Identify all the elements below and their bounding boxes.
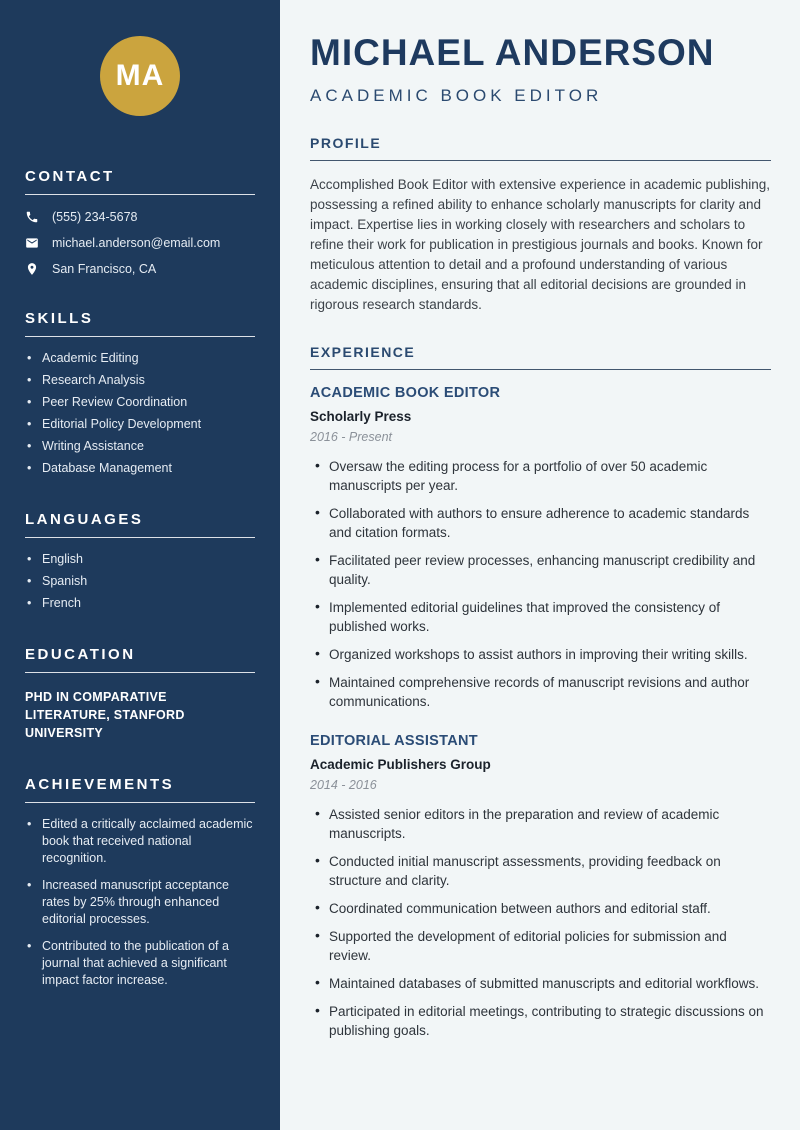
job-bullet-item: • Oversaw the editing process for a portfolio of over 50 academic manuscripts per year. — [310, 457, 771, 495]
contact-location-text: San Francisco, CA — [52, 262, 157, 276]
skill-item: • Editorial Policy Development — [25, 416, 255, 433]
skill-item: • Peer Review Coordination — [25, 394, 255, 411]
job-company: Scholarly Press — [310, 409, 412, 424]
job-role: ACADEMIC BOOK EDITOR — [310, 385, 501, 401]
profile-section-title: PROFILE — [310, 135, 771, 161]
job-bullets-list — [310, 457, 771, 711]
person-job-title: ACADEMIC BOOK EDITOR — [310, 86, 603, 105]
job-bullet-item: • Supported the development of editorial policies for submission and review. — [310, 927, 771, 965]
sidebar — [0, 0, 280, 1130]
languages-section-title: LANGUAGES — [25, 511, 255, 538]
achievements-section-title: ACHIEVEMENTS — [25, 776, 255, 803]
skill-item: • Research Analysis — [25, 372, 255, 389]
job-bullet-item: • Assisted senior editors in the preparation and review of academic manuscripts. — [310, 805, 771, 843]
education-section — [25, 646, 255, 742]
languages-list — [25, 551, 255, 612]
job-bullet-item: • Participated in editorial meetings, contributing to strategic discussions on publishing goals. — [310, 1002, 771, 1040]
contact-section-title: CONTACT — [25, 168, 255, 195]
contact-section — [25, 168, 255, 276]
avatar-initials: MA — [115, 59, 165, 92]
skill-item: • Academic Editing — [25, 350, 255, 367]
contact-phone-row — [25, 210, 255, 224]
achievements-list — [25, 816, 255, 989]
education-section-title: EDUCATION — [25, 646, 255, 673]
skills-section-title: SKILLS — [25, 310, 255, 337]
person-name: MICHAEL ANDERSON — [310, 32, 715, 73]
achievements-section — [25, 776, 255, 989]
achievement-item: • Increased manuscript acceptance rates by 25% through enhanced editorial processes. — [25, 877, 255, 928]
contact-rows — [25, 210, 255, 276]
email-icon — [25, 236, 39, 250]
skill-item: • Writing Assistance — [25, 438, 255, 455]
profile-section — [310, 135, 771, 315]
experience-section-title: EXPERIENCE — [310, 344, 771, 370]
location-icon — [25, 262, 39, 276]
avatar — [100, 36, 180, 116]
achievement-item: • Contributed to the publication of a journal that achieved a significant impact factor increase. — [25, 938, 255, 989]
job-bullet-item: • Maintained databases of submitted manuscripts and editorial workflows. — [310, 974, 771, 993]
language-item: • French — [25, 595, 255, 612]
main-content — [280, 0, 800, 1130]
job-bullet-item: • Organized workshops to assist authors in improving their writing skills. — [310, 645, 771, 664]
job-bullet-item: • Maintained comprehensive records of manuscript revisions and author communications. — [310, 673, 771, 711]
job-role: EDITORIAL ASSISTANT — [310, 733, 478, 749]
job-entry-2 — [310, 733, 771, 1040]
contact-email-text: michael.anderson@email.com — [52, 236, 221, 250]
achievement-item: • Edited a critically acclaimed academic book that received national recognition. — [25, 816, 255, 867]
contact-location-row — [25, 262, 255, 276]
job-bullet-item: • Implemented editorial guidelines that improved the consistency of published works. — [310, 598, 771, 636]
job-entry-1 — [310, 385, 771, 711]
skills-section — [25, 310, 255, 477]
skills-list — [25, 350, 255, 477]
job-bullet-item: • Conducted initial manuscript assessments, providing feedback on structure and clarity. — [310, 852, 771, 890]
languages-section — [25, 511, 255, 612]
job-bullets-list — [310, 805, 771, 1040]
job-bullet-item: • Coordinated communication between authors and editorial staff. — [310, 899, 771, 918]
contact-email-row — [25, 236, 255, 250]
language-item: • Spanish — [25, 573, 255, 590]
job-dates: 2014 - 2016 — [310, 778, 377, 792]
profile-text: Accomplished Book Editor with extensive experience in academic publishing, possessing a refined ability to enhance scholarly manuscripts for clarity and impact. Expertise lies in working closely with researchers and scholars to refine their work for publication in prestigious journals and books. Known for meticulous attention to detail and a profound understanding of various academic disciplines, ensuring that all editorial decisions are grounded in rigorous research standards. — [310, 177, 770, 312]
job-company: Academic Publishers Group — [310, 757, 491, 772]
job-bullet-item: • Collaborated with authors to ensure adherence to academic standards and citation formats. — [310, 504, 771, 542]
experience-section — [310, 344, 771, 1040]
phone-icon — [25, 210, 39, 224]
language-item: • English — [25, 551, 255, 568]
contact-phone-text: (555) 234-5678 — [52, 210, 138, 224]
job-bullet-item: • Facilitated peer review processes, enhancing manuscript credibility and quality. — [310, 551, 771, 589]
education-degree: PHD IN COMPARATIVE LITERATURE, STANFORD UNIVERSITY — [25, 690, 185, 740]
job-dates: 2016 - Present — [310, 430, 392, 444]
skill-item: • Database Management — [25, 460, 255, 477]
